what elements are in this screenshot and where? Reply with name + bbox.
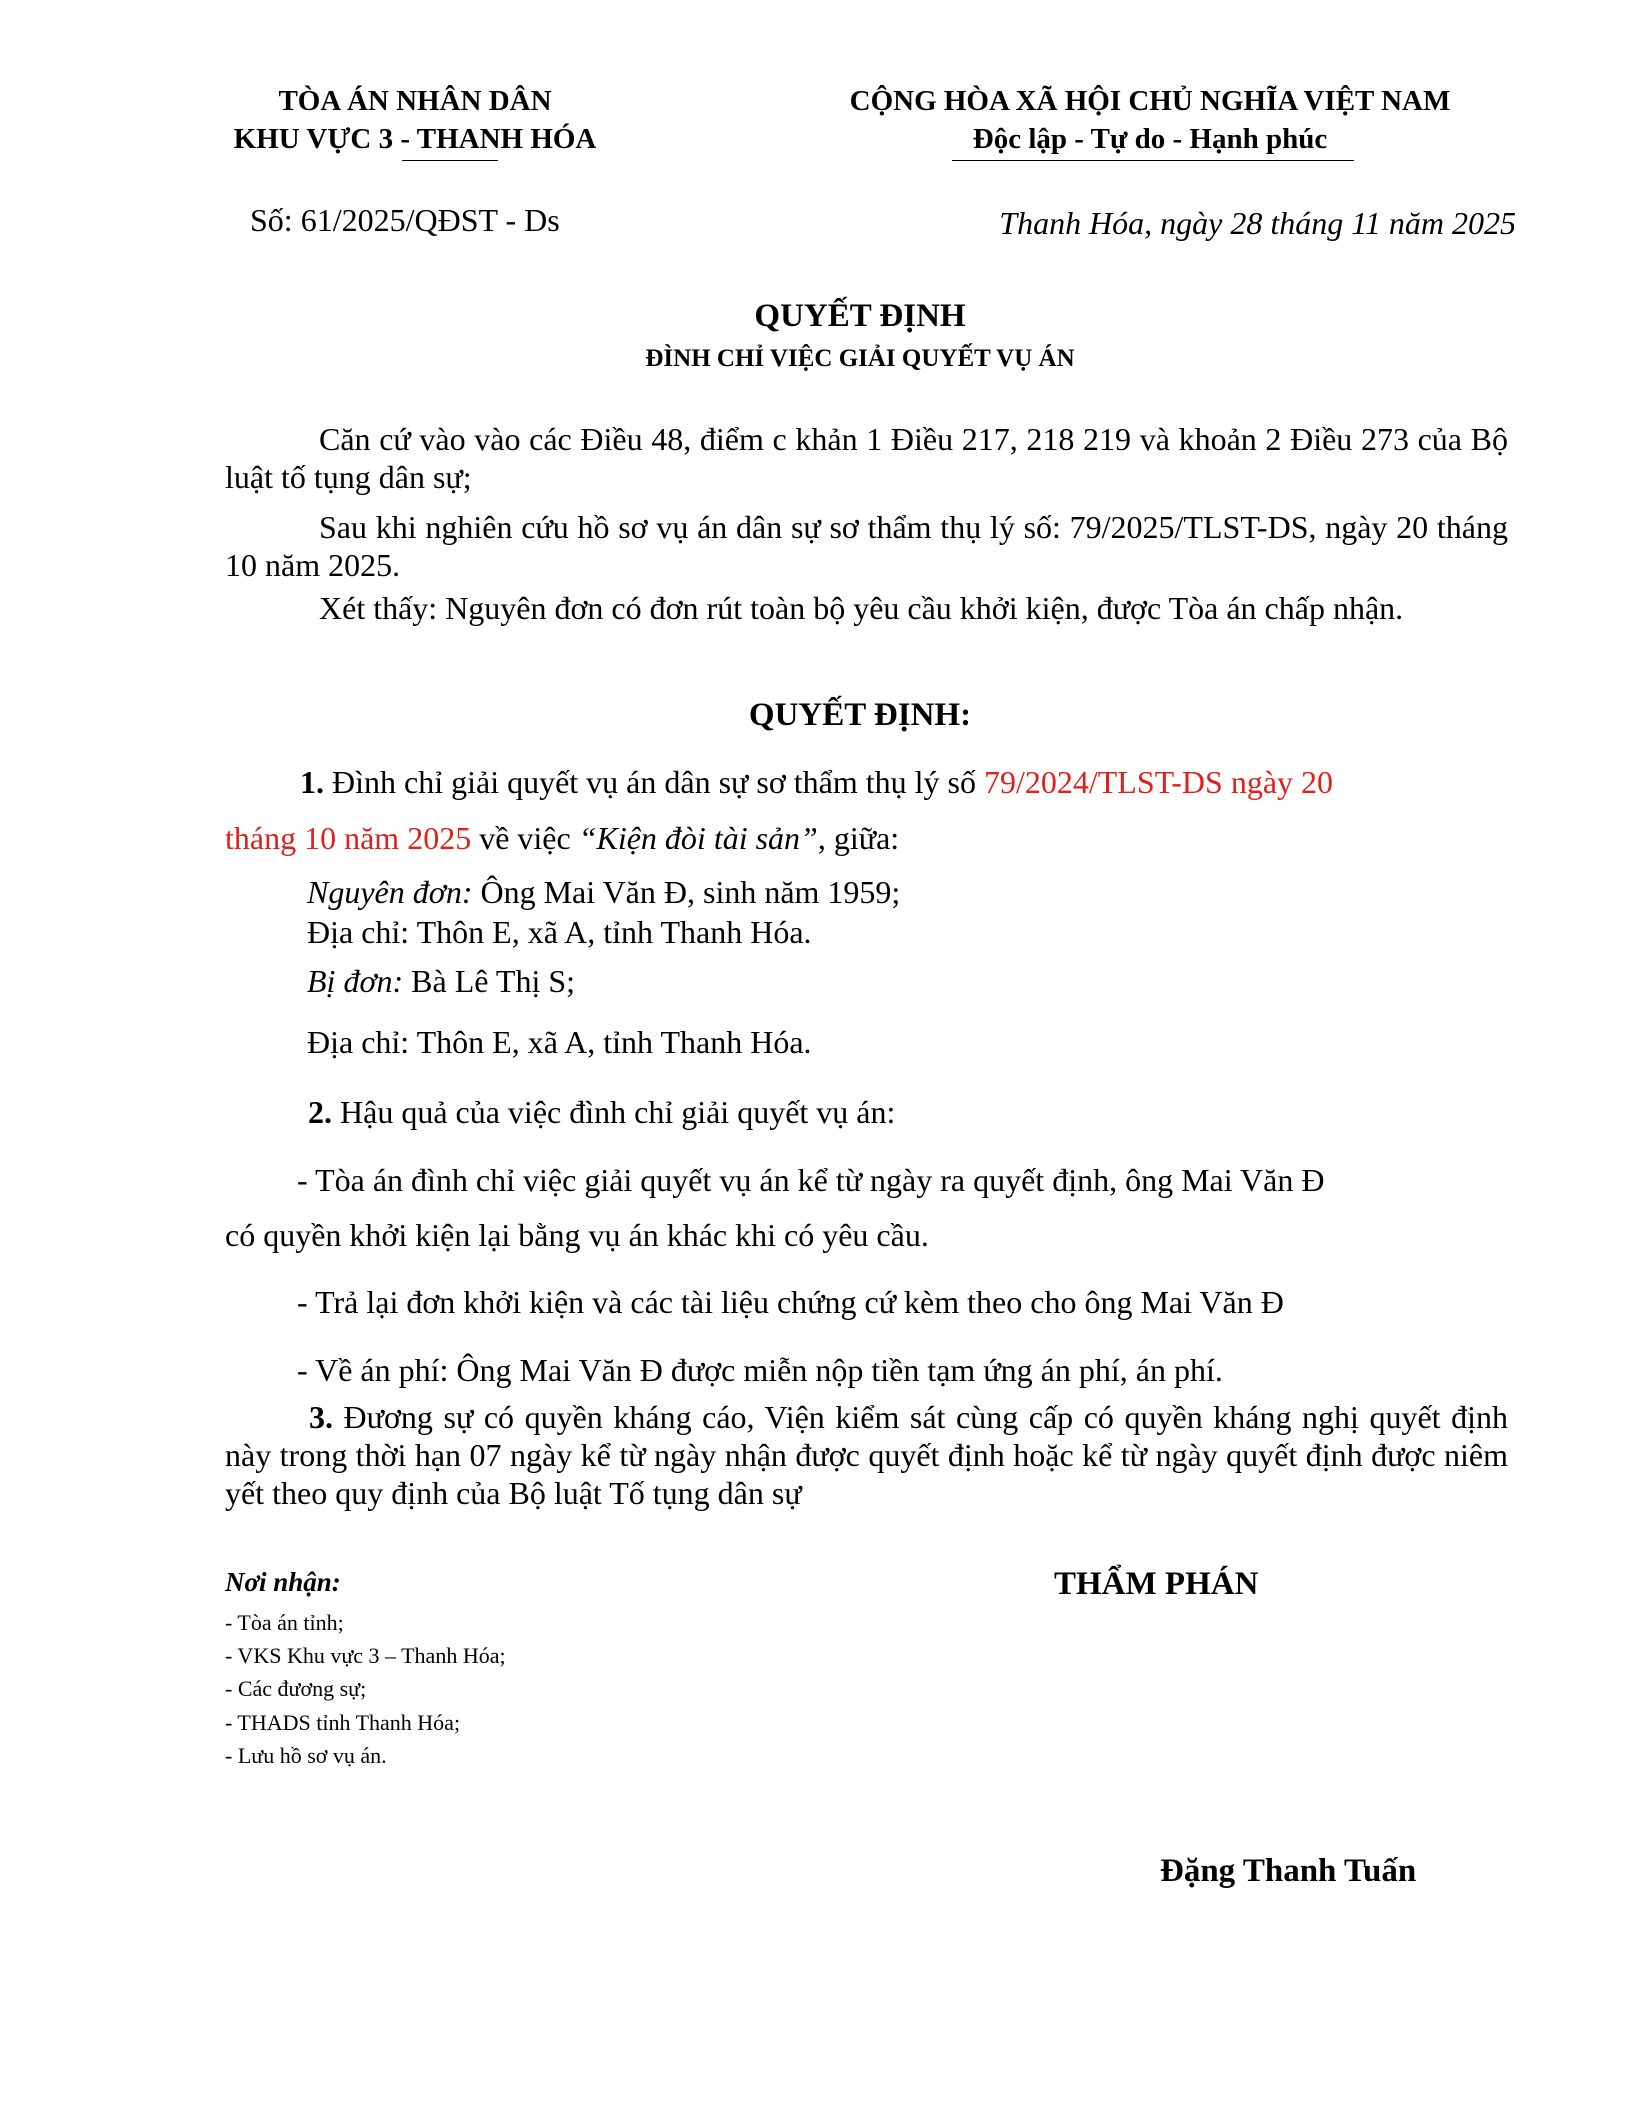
consequence-1-line1: - Tòa án đình chỉ việc giải quyết vụ án kể từ ngày ra quyết định, ông Mai Văn Đ (297, 1162, 1325, 1198)
defendant-address: Địa chỉ: Thôn E, xã A, tỉnh Thanh Hóa. (307, 1024, 812, 1060)
recipient-item: - Lưu hồ sơ vụ án. (225, 1743, 387, 1768)
recipient-item: - Tòa án tỉnh; (225, 1610, 344, 1635)
document-subtitle: ĐÌNH CHỈ VIỆC GIẢI QUYẾT VỤ ÁN (645, 345, 1075, 372)
consequence-1-line2: có quyền khởi kiện lại bằng vụ án khác khi có yêu cầu. (225, 1217, 929, 1253)
document-title: QUYẾT ĐỊNH (754, 298, 966, 334)
consequence-3: - Về án phí: Ông Mai Văn Đ được miễn nộp tiền tạm ứng án phí, án phí. (297, 1352, 1223, 1388)
preamble-case-study: Sau khi nghiên cứu hồ sơ vụ án dân sự sơ thẩm thụ lý số: 79/2025/TLST-DS, ngày 20 tháng 10 năm 2025. (225, 509, 1508, 583)
item2-heading: 2. Hậu quả của việc đình chỉ giải quyết vụ án: (308, 1094, 896, 1130)
place-date: Thanh Hóa, ngày 28 tháng 11 năm 2025 (999, 205, 1516, 241)
item1-line2: tháng 10 năm 2025 về việc “Kiện đòi tài sản”, giữa: (225, 820, 900, 856)
preamble-finding: Xét thấy: Nguyên đơn có đơn rút toàn bộ yêu cầu khởi kiện, được Tòa án chấp nhận. (319, 590, 1404, 626)
recipients-label: Nơi nhận: (225, 1567, 341, 1597)
item3-appeal: 3. Đương sự có quyền kháng cáo, Viện kiểm sát cùng cấp có quyền kháng nghị quyết định này trong thời hạn 07 ngày kể từ ngày nhận được quyết định hoặc kể từ ngày quyết định được niêm yết theo quy định của Bộ luật Tố tụng dân sự (225, 1399, 1508, 1511)
case-type: “Kiện đòi tài sản” (578, 820, 818, 856)
plaintiff-address: Địa chỉ: Thôn E, xã A, tỉnh Thanh Hóa. (307, 914, 812, 950)
nation-motto: Độc lập - Tự do - Hạnh phúc (972, 123, 1328, 155)
plaintiff-line: Nguyên đơn: Ông Mai Văn Đ, sinh năm 1959; (307, 874, 901, 910)
motto-underline (952, 160, 1354, 161)
recipient-item: - Các đương sự; (225, 1676, 367, 1701)
recipient-item: - THADS tỉnh Thanh Hóa; (225, 1710, 461, 1735)
signer-name: Đặng Thanh Tuấn (1160, 1853, 1417, 1889)
case-reference-date: tháng 10 năm 2025 (225, 820, 472, 856)
consequence-2: - Trả lại đơn khởi kiện và các tài liệu chứng cứ kèm theo cho ông Mai Văn Đ (297, 1284, 1284, 1320)
preamble-legal-basis: Căn cứ vào vào các Điều 48, điểm c khản 1 Điều 217, 218 219 và khoản 2 Điều 273 của Bộ luật tố tụng dân sự; (225, 421, 1508, 495)
signer-title: THẨM PHÁN (1054, 1566, 1259, 1602)
court-name-line1: TÒA ÁN NHÂN DÂN (278, 85, 552, 117)
recipient-item: - VKS Khu vực 3 – Thanh Hóa; (225, 1643, 506, 1668)
court-name-line2: KHU VỰC 3 - THANH HÓA (233, 123, 597, 155)
case-reference: 79/2024/TLST-DS ngày 20 (983, 764, 1334, 800)
court-underline (402, 160, 498, 161)
item1-line1: 1. Đình chỉ giải quyết vụ án dân sự sơ thẩm thụ lý số 79/2024/TLST-DS ngày 20 (300, 764, 1334, 800)
nation-name: CỘNG HÒA XÃ HỘI CHỦ NGHĨA VIỆT NAM (849, 85, 1451, 117)
decision-heading: QUYẾT ĐỊNH: (748, 697, 972, 733)
document-number: Số: 61/2025/QĐST - Ds (250, 202, 560, 238)
defendant-line: Bị đơn: Bà Lê Thị S; (307, 963, 576, 999)
